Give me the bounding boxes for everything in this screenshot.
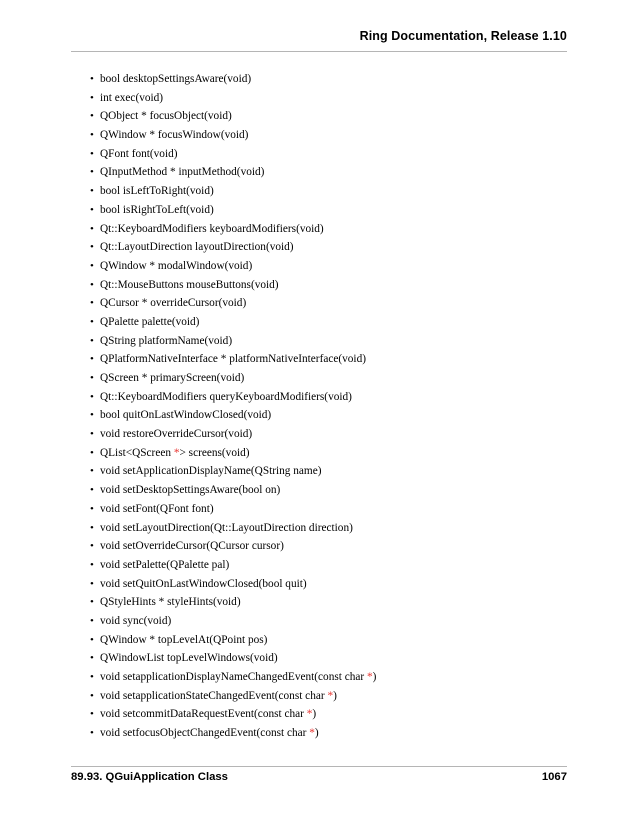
list-item	[85, 406, 555, 425]
bullet-icon: •	[90, 73, 94, 85]
bullet-icon: •	[90, 689, 94, 702]
list-item	[85, 481, 555, 500]
list-item	[85, 687, 555, 706]
method-signature: Qt::LayoutDirection layoutDirection(void)	[100, 241, 294, 254]
list-item	[85, 238, 555, 257]
method-signature: void setapplicationStateChangedEvent(const char	[100, 689, 328, 702]
method-signature: int exec(void)	[100, 91, 164, 104]
bullet-icon: •	[90, 465, 94, 478]
footer-section-title: 89.93. QGuiApplication Class	[71, 771, 228, 783]
bullet-icon: •	[90, 241, 94, 254]
list-item	[85, 257, 555, 276]
list-item	[85, 425, 555, 444]
method-signature: Qt::KeyboardModifiers keyboardModifiers(void)	[100, 222, 324, 235]
footer-page-number: 1067	[541, 771, 567, 783]
list-item	[85, 332, 555, 351]
bullet-icon: •	[90, 633, 94, 646]
list-item	[85, 631, 555, 650]
method-signature: QCursor * overrideCursor(void)	[100, 297, 247, 310]
list-item	[85, 649, 555, 668]
pointer-asterisk: *	[173, 446, 180, 459]
bullet-icon: •	[90, 297, 94, 310]
list-item	[85, 537, 555, 556]
bullet-icon: •	[90, 652, 94, 665]
list-item	[85, 668, 555, 687]
method-signature: QFont font(void)	[100, 147, 178, 160]
bullet-icon: •	[90, 110, 94, 123]
list-item	[85, 575, 555, 594]
bullet-icon: •	[90, 390, 94, 403]
list-item	[85, 369, 555, 388]
list-item	[85, 519, 555, 538]
bullet-icon: •	[90, 596, 94, 609]
bullet-icon: •	[90, 558, 94, 571]
bullet-icon: •	[90, 614, 94, 627]
list-item	[85, 612, 555, 631]
method-signature: QWindowList topLevelWindows(void)	[100, 652, 278, 665]
method-signature: QPlatformNativeInterface * platformNativeInterface(void)	[100, 353, 366, 366]
method-signature: QString platformName(void)	[100, 334, 233, 347]
list-item	[85, 89, 555, 108]
bullet-icon: •	[90, 185, 94, 198]
bullet-icon: •	[90, 727, 94, 740]
method-signature: QScreen * primaryScreen(void)	[100, 372, 245, 384]
method-signature: bool isLeftToRight(void)	[100, 185, 214, 198]
method-signature: bool isRightToLeft(void)	[100, 203, 214, 216]
header-rule	[71, 51, 567, 52]
list-item	[85, 201, 555, 220]
method-signature: void setapplicationDisplayNameChangedEvent(const char	[100, 671, 367, 683]
method-signature-tail: )	[333, 689, 337, 702]
method-signature: QStyleHints * styleHints(void)	[100, 596, 241, 609]
bullet-icon: •	[90, 147, 94, 160]
bullet-icon: •	[90, 334, 94, 347]
list-item	[85, 220, 555, 239]
method-signature: QList<QScreen	[100, 446, 174, 459]
method-signature: Qt::KeyboardModifiers queryKeyboardModifiers(void)	[100, 390, 352, 403]
method-signature: bool quitOnLastWindowClosed(void)	[100, 409, 272, 422]
bullet-icon: •	[90, 484, 94, 497]
method-signature: void restoreOverrideCursor(void)	[100, 428, 253, 441]
list-item	[85, 145, 555, 164]
list-item	[85, 163, 555, 182]
method-signature: void setApplicationDisplayName(QString name)	[100, 465, 322, 478]
pointer-asterisk: *	[309, 727, 315, 740]
bullet-icon: •	[90, 222, 94, 235]
bullet-icon: •	[90, 353, 94, 366]
method-signature-tail: > screens(void)	[179, 446, 250, 459]
method-signature: void sync(void)	[100, 614, 172, 627]
method-signature: Qt::MouseButtons mouseButtons(void)	[100, 278, 279, 291]
method-signature: QPalette palette(void)	[100, 315, 200, 328]
method-signature: void setfocusObjectChangedEvent(const char	[100, 727, 310, 740]
page-header-title: Ring Documentation, Release 1.10	[359, 29, 567, 43]
bullet-icon: •	[90, 671, 94, 683]
list-item	[85, 462, 555, 481]
list-item	[85, 182, 555, 201]
bullet-icon: •	[90, 91, 94, 104]
bullet-icon: •	[90, 708, 94, 721]
pointer-asterisk: *	[306, 708, 313, 721]
footer-rule	[71, 766, 567, 767]
method-signature: QWindow * topLevelAt(QPoint pos)	[100, 633, 268, 646]
list-item	[85, 593, 555, 612]
method-signature-tail: )	[312, 708, 317, 721]
bullet-icon: •	[90, 521, 94, 534]
list-item	[85, 350, 555, 369]
list-item	[85, 313, 555, 332]
list-item	[85, 388, 555, 407]
method-signature: bool desktopSettingsAware(void)	[100, 73, 252, 85]
list-item	[85, 705, 555, 724]
bullet-icon: •	[90, 315, 94, 328]
bullet-icon: •	[90, 166, 94, 179]
bullet-icon: •	[90, 203, 94, 216]
method-signature: void setFont(QFont font)	[100, 502, 214, 515]
list-item	[85, 724, 555, 743]
list-item	[85, 444, 555, 463]
method-signature-tail: )	[372, 671, 377, 683]
list-item	[85, 556, 555, 575]
method-signature: QWindow * modalWindow(void)	[100, 259, 253, 272]
pointer-asterisk: *	[327, 689, 334, 702]
bullet-icon: •	[90, 428, 94, 441]
pointer-asterisk: *	[366, 671, 373, 683]
bullet-icon: •	[90, 502, 94, 515]
method-signature: void setQuitOnLastWindowClosed(bool quit)	[100, 577, 307, 590]
list-item	[85, 70, 555, 89]
bullet-icon: •	[90, 446, 94, 459]
method-signature: void setDesktopSettingsAware(bool on)	[100, 484, 281, 497]
method-signature: QWindow * focusWindow(void)	[100, 129, 249, 142]
list-item	[85, 107, 555, 126]
list-item	[85, 294, 555, 313]
method-signature: QInputMethod * inputMethod(void)	[100, 166, 265, 179]
method-signature: void setPalette(QPalette pal)	[100, 558, 230, 571]
method-signature: void setOverrideCursor(QCursor cursor)	[100, 540, 284, 553]
method-signature: void setLayoutDirection(Qt::LayoutDirection direction)	[100, 521, 353, 534]
list-item	[85, 126, 555, 145]
bullet-icon: •	[90, 577, 94, 590]
method-signature: QObject * focusObject(void)	[100, 110, 232, 123]
method-signature: void setcommitDataRequestEvent(const char	[100, 708, 307, 721]
bullet-icon: •	[90, 372, 94, 384]
list-item	[85, 276, 555, 295]
bullet-icon: •	[90, 259, 94, 272]
method-list	[85, 70, 555, 743]
method-signature-tail: )	[314, 727, 319, 740]
list-item	[85, 500, 555, 519]
bullet-icon: •	[90, 540, 94, 553]
bullet-icon: •	[90, 409, 94, 422]
bullet-icon: •	[90, 278, 94, 291]
bullet-icon: •	[90, 129, 94, 142]
